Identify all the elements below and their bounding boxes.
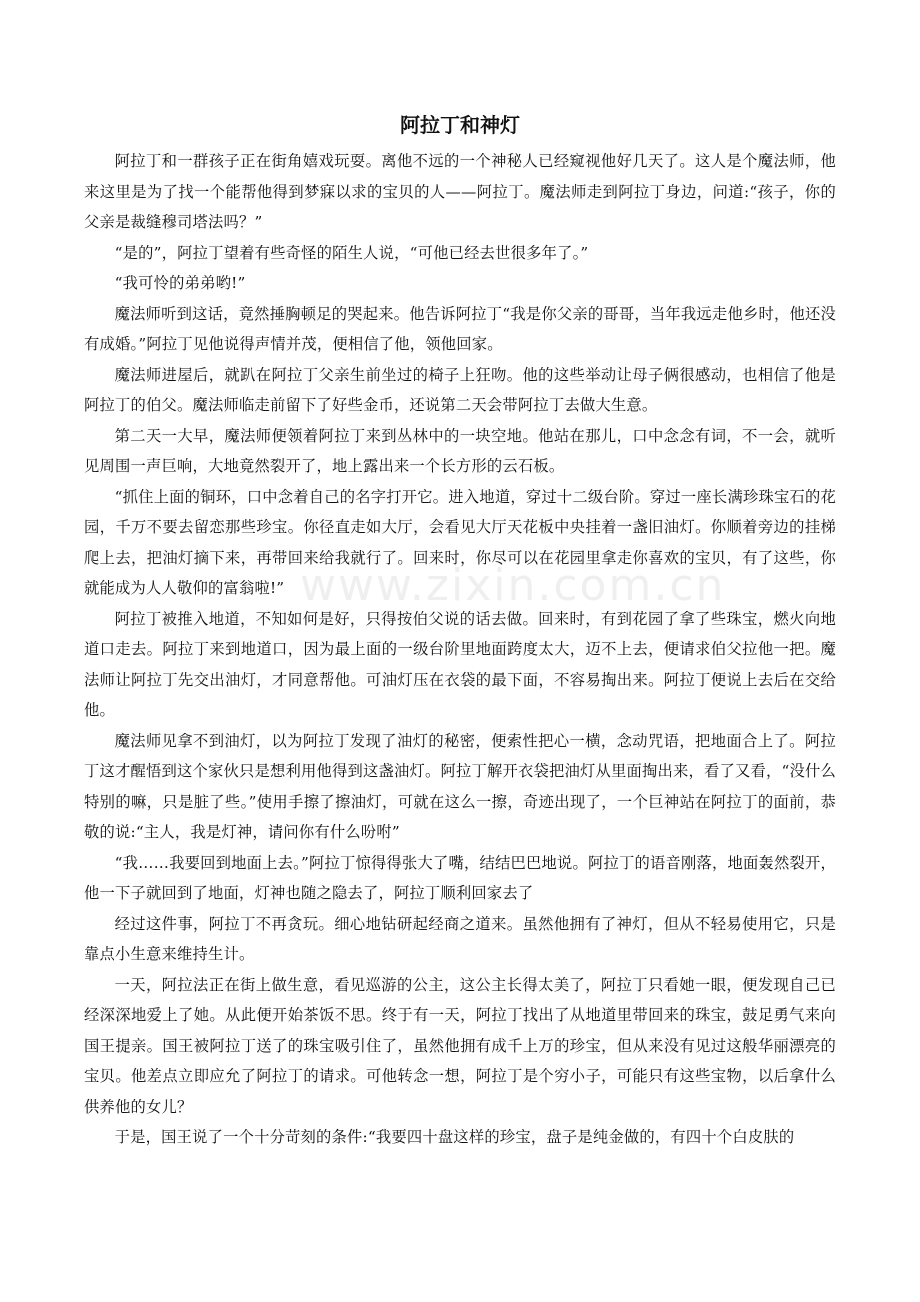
paragraph-5: 魔法师进屋后，就趴在阿拉丁父亲生前坐过的椅子上狂吻。他的这些举动让母子俩很感动，也相信了他是阿拉丁的伯父。魔法师临走前留下了好些金币，还说第二天会带阿拉丁去做大生意。: [84, 365, 836, 414]
paragraph-8: 阿拉丁被推入地道，不知如何是好，只得按伯父说的话去做。回来时，有到花园了拿了些珠宝，燃火向地道口走去。阿拉丁来到地道口，因为最上面的一级台阶里地面跨度太大，迈不上去，便请求伯父拉他一把。魔法师让阿拉丁先交出油灯，才同意帮他。可油灯压在衣袋的最下面，不容易掏出来。阿拉丁便说上去后在交给他。: [84, 609, 836, 719]
watermark: www.zixin.com.cn: [300, 560, 726, 611]
paragraph-12: 一天，阿拉法正在街上做生意，看见巡游的公主，这公主长得太美了，阿拉丁只看她一眼，便发现自己已经深深地爱上了她。从此便开始茶饭不思。终于有一天，阿拉丁找出了从地道里带回来的珠宝，鼓足勇气来向国王提亲。国王被阿拉丁送了的珠宝吸引住了，虽然他拥有成千上万的珍宝，但从来没有见过这般华丽漂亮的宝贝。他差点立即应允了阿拉丁的请求。可他转念一想，阿拉丁是个穷小子，可能只有这些宝物，以后拿什么供养他的女儿？: [84, 975, 836, 1116]
document-page: [84, 110, 836, 1153]
paragraph-7: “抓住上面的铜环，口中念着自己的名字打开它。进入地道，穿过十二级台阶。穿过一座长满珍珠宝石的花园，千万不要去留恋那些珍宝。你径直走如大厅，会看见大厅天花板中央挂着一盏旧油灯。你顺着旁边的挂梯爬上去，把油灯摘下来，再带回来给我就行了。回来时，你尽可以在花园里拿走你喜欢的宝贝，有了这些，你就能成为人人敬仰的富翁啦!”: [84, 487, 836, 597]
paragraph-9: 魔法师见拿不到油灯，以为阿拉丁发现了油灯的秘密，便索性把心一横，念动咒语，把地面合上了。阿拉丁这才醒悟到这个家伙只是想利用他得到这盏油灯。阿拉丁解开衣袋把油灯从里面掏出来，看了又看，“没什么特别的嘛，只是脏了些。”使用手擦了擦油灯，可就在这么一擦，奇迹出现了，一个巨神站在阿拉丁的面前，恭敬的说:“主人，我是灯神，请问你有什么吩咐”: [84, 731, 836, 841]
paragraph-13: 于是，国王说了一个十分苛刻的条件:“我要四十盘这样的珍宝，盘子是纯金做的，有四十个白皮肤的: [114, 1128, 795, 1146]
paragraph-6: 第二天一大早，魔法师便领着阿拉丁来到丛林中的一块空地。他站在那儿，口中念念有词，不一会，就听见周围一声巨响，大地竟然裂开了，地上露出来一个长方形的云石板。: [84, 426, 836, 475]
document-title: 阿拉丁和神灯: [400, 113, 520, 137]
paragraph-4: 魔法师听到这话，竟然捶胸顿足的哭起来。他告诉阿拉丁“我是你父亲的哥哥，当年我远走他乡时，他还没有成婚。”阿拉丁见他说得声情并茂，便相信了他，领他回家。: [84, 304, 836, 353]
paragraph-11: 经过这件事，阿拉丁不再贪玩。细心地钻研起经商之道来。虽然他拥有了神灯，但从不轻易使用它，只是靠点小生意来维持生计。: [84, 914, 836, 963]
paragraph-3: “我可怜的弟弟哟!”: [114, 274, 246, 292]
paragraph-10: “我……我要回到地面上去。”阿拉丁惊得得张大了嘴，结结巴巴地说。阿拉丁的语音刚落，地面轰然裂开，他一下子就回到了地面，灯神也随之隐去了，阿拉丁顺利回家去了: [84, 853, 836, 902]
paragraph-1: 阿拉丁和一群孩子正在街角嬉戏玩耍。离他不远的一个神秘人已经窥视他好几天了。这人是个魔法师，他来这里是为了找一个能帮他得到梦寐以求的宝贝的人——阿拉丁。魔法师走到阿拉丁身边，问道:“孩子，你的父亲是裁缝穆司塔法吗？”: [84, 152, 836, 231]
paragraph-2: “是的”，阿拉丁望着有些奇怪的陌生人说，“可他已经去世很多年了。”: [114, 243, 589, 262]
